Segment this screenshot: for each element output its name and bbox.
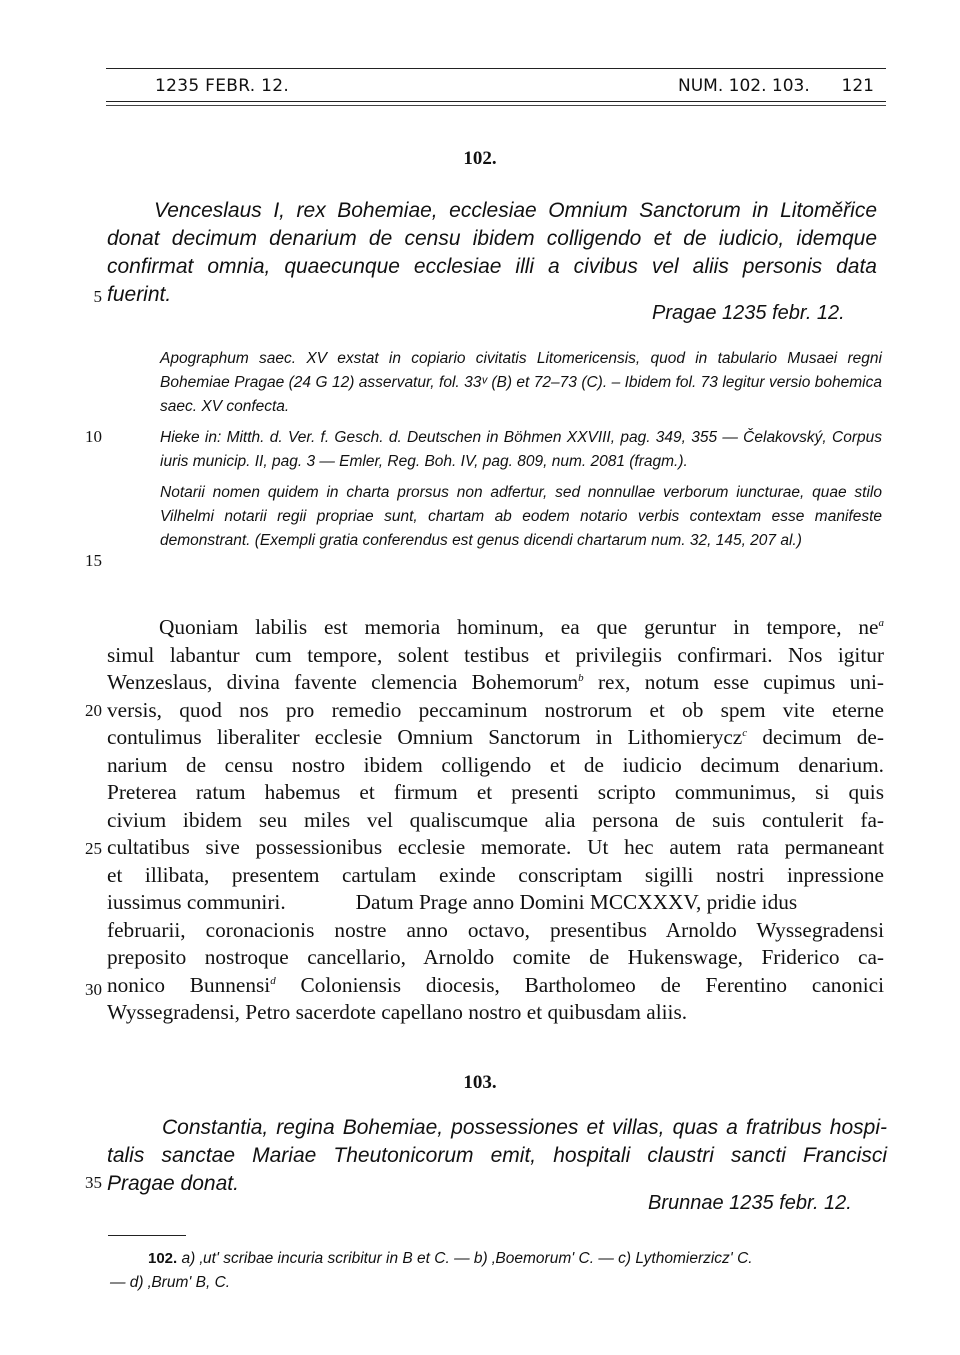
footnote-mark: a — [878, 616, 884, 629]
text-line: contulimus liberaliter ecclesie Omnium Sanctorum in Lithomierycz$^c$ decimum de- — [107, 725, 884, 749]
place-date-103: Brunnae 1235 febr. 12. — [648, 1192, 852, 1214]
line-number: 10 — [85, 427, 102, 446]
footnote-mark: c — [742, 726, 748, 739]
text-line: versis, quod nos pro remedio peccaminum nostrorum et ob spem vite eterne — [107, 697, 884, 722]
text-line: nonico Bunnensi$^d$ Coloniensis diocesis, Bartholomeo de Ferentino canonici — [107, 972, 885, 997]
text-line: simul labantur cum tempore, solent testibus et privilegiis confirmari. Nos igitur — [107, 642, 884, 667]
header-rule-bottom — [106, 101, 886, 102]
regest-102-line: confirmat omnia, quaecunque ecclesiae illi a civibus vel aliis personis data — [107, 255, 877, 278]
text-line: preposito nostroque cancellario, Arnoldo comite de Hukenswage, Friderico ca- — [107, 945, 884, 969]
text-line: Wyssegradensi, Petro sacerdote capellano nostro et quibusdam aliis. — [107, 1000, 688, 1024]
line-number: 5 — [93, 287, 102, 306]
line-number: 25 — [85, 839, 102, 858]
text-line: iussimus communiri. Datum Prage anno Domini MCCXXXV, pridie idus — [107, 890, 798, 914]
header-rule-top — [106, 68, 886, 69]
regest-103-line: Pragae donat. — [107, 1172, 239, 1195]
regest-103 — [107, 1114, 887, 1198]
text-line: et illibata, presentem cartulam exinde conscriptam sigilli nostri inpressione — [107, 862, 884, 887]
footnotes — [110, 1247, 885, 1295]
line-number: 20 — [85, 701, 102, 720]
footnote-rule — [108, 1235, 186, 1236]
charter-text-102 — [107, 614, 884, 1027]
place-date-102: Pragae 1235 febr. 12. — [652, 302, 845, 324]
text-line: Wenzeslaus, divina favente clemencia Bohemorum$^b$ rex, notum esse cupimus uni- — [107, 670, 885, 694]
note-manuscript: Apographum saec. XV exstat in copiario civitatis Litomericensis, quod in tabulario Musaei regni Bohemiae Pragae (24 G 12) asservatur, fol. 33ᵛ (B) et 72–73 (C). – Ibidem fol. 73 legitur versio bohemica saec. XV confecta. — [160, 350, 882, 415]
text-line: Preterea ratum habemus et firmum et presenti scripto communimus, si quis — [107, 780, 884, 804]
text-line: civium ibidem seu miles vel qualiscumque alia persona de suis contulerit fa- — [107, 807, 884, 832]
line-number: 30 — [85, 980, 102, 999]
footnote-mark: d — [270, 974, 276, 987]
header-rule-bottom-thin — [106, 105, 886, 106]
page-number: 121 — [841, 76, 874, 96]
footnote-line: — d) ‚Brum' B, C. — [110, 1274, 231, 1291]
regest-102 — [107, 197, 877, 309]
text-line: narium de censu nostro ibidem colligendo et de iudicio decimum denarium. — [107, 752, 884, 777]
footnote-label: 102. — [148, 1250, 178, 1267]
footnote-mark: b — [578, 671, 584, 684]
document-number-103: 103. — [463, 1072, 497, 1093]
regest-102-line: fuerint. — [107, 283, 172, 306]
footnote-line: 102. a) ‚ut' scribae incuria scribitur in B et C. — b) ‚Boemorum' C. — c) Lythomierzicz' C. — [148, 1250, 753, 1267]
line-number: 35 — [85, 1173, 102, 1192]
note-notary: Notarii nomen quidem in charta prorsus non adfertur, sed nonnullae verborum iuncturae, quae stilo Vilhelmi notarii regii propriae sunt, chartam ab eodem notario verbis contextam esse manifeste demonstrant. (Exempli gratia conferendus est genus dicendi chartarum num. 32, 145, 207 al.) — [160, 484, 882, 549]
regest-102-line: donat decimum denarium de censu ibidem colligendo et de iudicio, idemque — [107, 227, 877, 250]
regest-103-line: talis sanctae Mariae Theutonicorum emit, hospitali claustri sancti Francisci — [107, 1144, 887, 1167]
note-editions: Hieke in: Mitth. d. Ver. f. Gesch. d. Deutschen in Böhmen XXVIII, pag. 349, 355 — Čelakovský, Corpus iuris municip. II, pag. 3 — Emler, Reg. Boh. IV, pag. 809, num. 2081 (fragm.). — [160, 429, 882, 470]
document-number-102: 102. — [463, 148, 497, 169]
apparatus-notes-102 — [160, 347, 882, 560]
text-line: Quoniam labilis est memoria hominum, ea que geruntur in tempore, ne$^a$ — [159, 615, 884, 639]
running-head-date: 1235 FEBR. 12. — [155, 76, 290, 96]
running-head-numbers: NUM. 102. 103. — [678, 76, 810, 96]
line-number: 15 — [85, 551, 102, 570]
text-line: februarii, coronacionis nostre anno octavo, presentibus Arnoldo Wyssegradensi — [107, 917, 884, 942]
regest-103-line: Constantia, regina Bohemiae, possessiones et villas, quas a fratribus hospi- — [162, 1116, 887, 1139]
text-line: cultatibus sive possessionibus ecclesie memorate. Ut hec autem rata permaneant — [107, 835, 884, 859]
regest-102-line: Venceslaus I, rex Bohemiae, ecclesiae Omnium Sanctorum in Litoměřice — [154, 199, 877, 222]
